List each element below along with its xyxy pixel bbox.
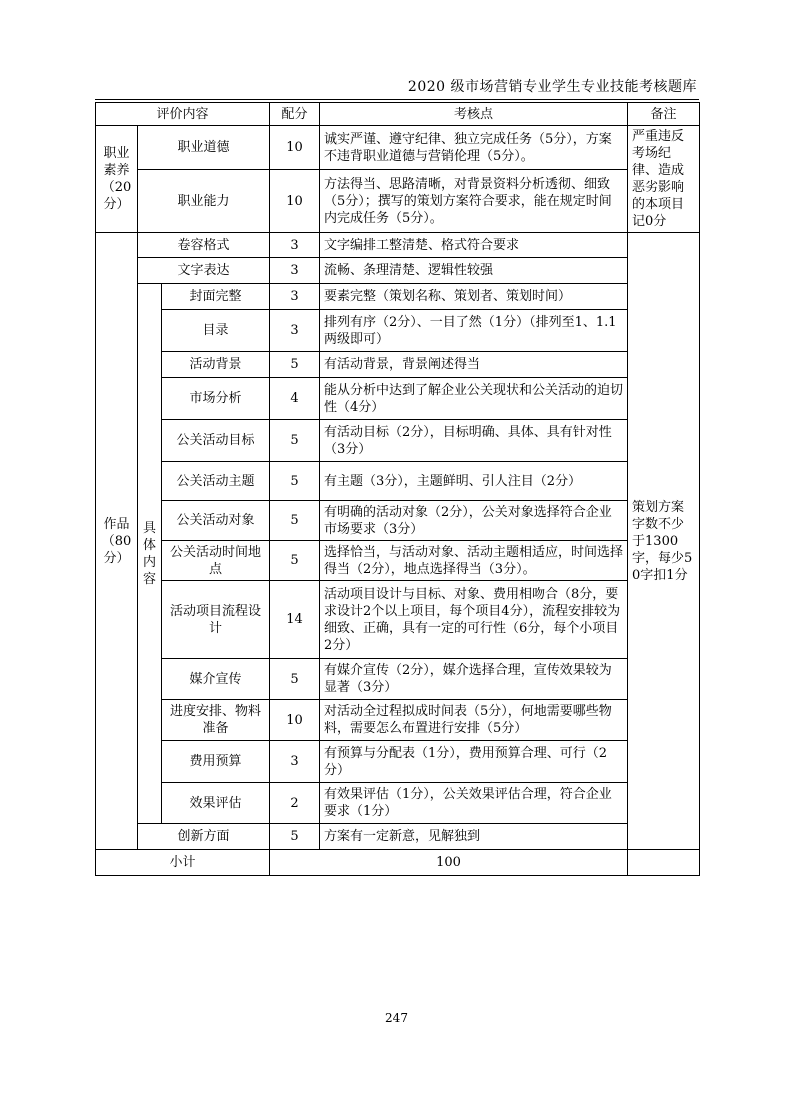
item-score: 3	[270, 284, 320, 310]
table-row	[96, 310, 700, 352]
item-score: 4	[270, 378, 320, 420]
table-row	[96, 352, 700, 378]
item-label: 职业道德	[138, 126, 270, 170]
table-row	[96, 581, 700, 659]
page-header-title: 2020 级市场营销专业学生专业技能考核题库	[407, 79, 697, 95]
item-point: 有预算与分配表（1分），费用预算合理、可行（2分）	[320, 741, 628, 783]
item-point: 活动项目设计与目标、对象、费用相吻合（8分，要求设计2个以上项目，每个项目4分），流程安排较为细致、正确，具有一定的可行性（6分，每个小项目2分）	[320, 581, 628, 659]
item-label: 封面完整	[162, 284, 270, 310]
item-label: 活动项目流程设计	[162, 581, 270, 659]
header-rule	[95, 99, 699, 100]
total-value: 100	[270, 850, 628, 876]
item-score: 10	[270, 700, 320, 741]
evaluation-table	[95, 102, 700, 876]
total-row	[96, 850, 700, 876]
item-score: 10	[270, 126, 320, 170]
item-label: 职业能力	[138, 170, 270, 233]
item-point: 有效果评估（1分），公关效果评估合理，符合企业要求（1分）	[320, 783, 628, 824]
item-point: 方案有一定新意，见解独到	[320, 824, 628, 850]
item-point: 有主题（3分），主题鲜明、引人注目（2分）	[320, 462, 628, 501]
item-point: 对活动全过程拟成时间表（5分），何地需要哪些物料，需要怎么布置进行安排（5分）	[320, 700, 628, 741]
item-point: 能从分析中达到了解企业公关现状和公关活动的迫切性（4分）	[320, 378, 628, 420]
table-row	[96, 126, 700, 170]
remark-work: 策划方案字数不少于1300字，每少50字扣1分	[628, 233, 700, 850]
table-row	[96, 824, 700, 850]
item-point: 诚实严谨、遵守纪律、独立完成任务（5分），方案不违背职业道德与营销伦理（5分）。	[320, 126, 628, 170]
item-score: 5	[270, 501, 320, 541]
item-score: 3	[270, 233, 320, 258]
item-point: 有媒介宣传（2分），媒介选择合理，宣传效果较为显著（3分）	[320, 659, 628, 700]
item-point: 方法得当、思路清晰，对背景资料分析透彻、细致（5分）；撰写的策划方案符合要求，能在规定时间内完成任务（5分）。	[320, 170, 628, 233]
total-remark-empty	[628, 850, 700, 876]
item-label: 费用预算	[162, 741, 270, 783]
item-label: 进度安排、物料准备	[162, 700, 270, 741]
item-score: 5	[270, 541, 320, 581]
table-row	[96, 420, 700, 462]
table-row	[96, 541, 700, 581]
table-row	[96, 700, 700, 741]
item-label: 卷容格式	[138, 233, 270, 258]
table-row	[96, 783, 700, 824]
header-remark: 备注	[628, 103, 700, 126]
table-row	[96, 284, 700, 310]
sub-category-specific-content: 具体内容	[138, 284, 162, 824]
item-label: 公关活动主题	[162, 462, 270, 501]
header-points: 考核点	[320, 103, 628, 126]
item-score: 14	[270, 581, 320, 659]
item-label: 效果评估	[162, 783, 270, 824]
item-label: 公关活动时间地点	[162, 541, 270, 581]
item-score: 5	[270, 352, 320, 378]
item-score: 5	[270, 462, 320, 501]
total-label: 小计	[96, 850, 270, 876]
item-label: 市场分析	[162, 378, 270, 420]
table-row	[96, 659, 700, 700]
table-row	[96, 170, 700, 233]
item-score: 5	[270, 824, 320, 850]
category-professional: 职业素养（20分）	[96, 126, 138, 233]
table-row	[96, 501, 700, 541]
table-row	[96, 233, 700, 258]
table-row	[96, 258, 700, 284]
item-point: 有明确的活动对象（2分），公关对象选择符合企业市场要求（3分）	[320, 501, 628, 541]
item-label: 媒介宣传	[162, 659, 270, 700]
item-point: 有活动目标（2分），目标明确、具体、具有针对性（3分）	[320, 420, 628, 462]
table-header-row	[96, 103, 700, 126]
item-point: 选择恰当，与活动对象、活动主题相适应，时间选择得当（2分），地点选择得当（3分）。	[320, 541, 628, 581]
item-score: 5	[270, 420, 320, 462]
item-point: 有活动背景，背景阐述得当	[320, 352, 628, 378]
item-label: 创新方面	[138, 824, 270, 850]
item-point: 要素完整（策划名称、策划者、策划时间）	[320, 284, 628, 310]
item-score: 10	[270, 170, 320, 233]
item-point: 流畅、条理清楚、逻辑性较强	[320, 258, 628, 284]
remark-professional: 严重违反考场纪律、造成恶劣影响的本项目记0分	[628, 126, 700, 233]
item-score: 3	[270, 258, 320, 284]
item-score: 2	[270, 783, 320, 824]
category-work: 作品（80分）	[96, 233, 138, 850]
item-label: 目录	[162, 310, 270, 352]
header-score: 配分	[270, 103, 320, 126]
item-score: 3	[270, 310, 320, 352]
item-score: 3	[270, 741, 320, 783]
table-row	[96, 462, 700, 501]
item-label: 公关活动目标	[162, 420, 270, 462]
item-label: 文字表达	[138, 258, 270, 284]
item-point: 排列有序（2分）、一目了然（1分）（排列至1、1.1两级即可）	[320, 310, 628, 352]
item-label: 公关活动对象	[162, 501, 270, 541]
table-row	[96, 378, 700, 420]
item-point: 文字编排工整清楚、格式符合要求	[320, 233, 628, 258]
item-label: 活动背景	[162, 352, 270, 378]
page-number: 247	[385, 1011, 408, 1025]
item-score: 5	[270, 659, 320, 700]
table-row	[96, 741, 700, 783]
header-content: 评价内容	[96, 103, 270, 126]
